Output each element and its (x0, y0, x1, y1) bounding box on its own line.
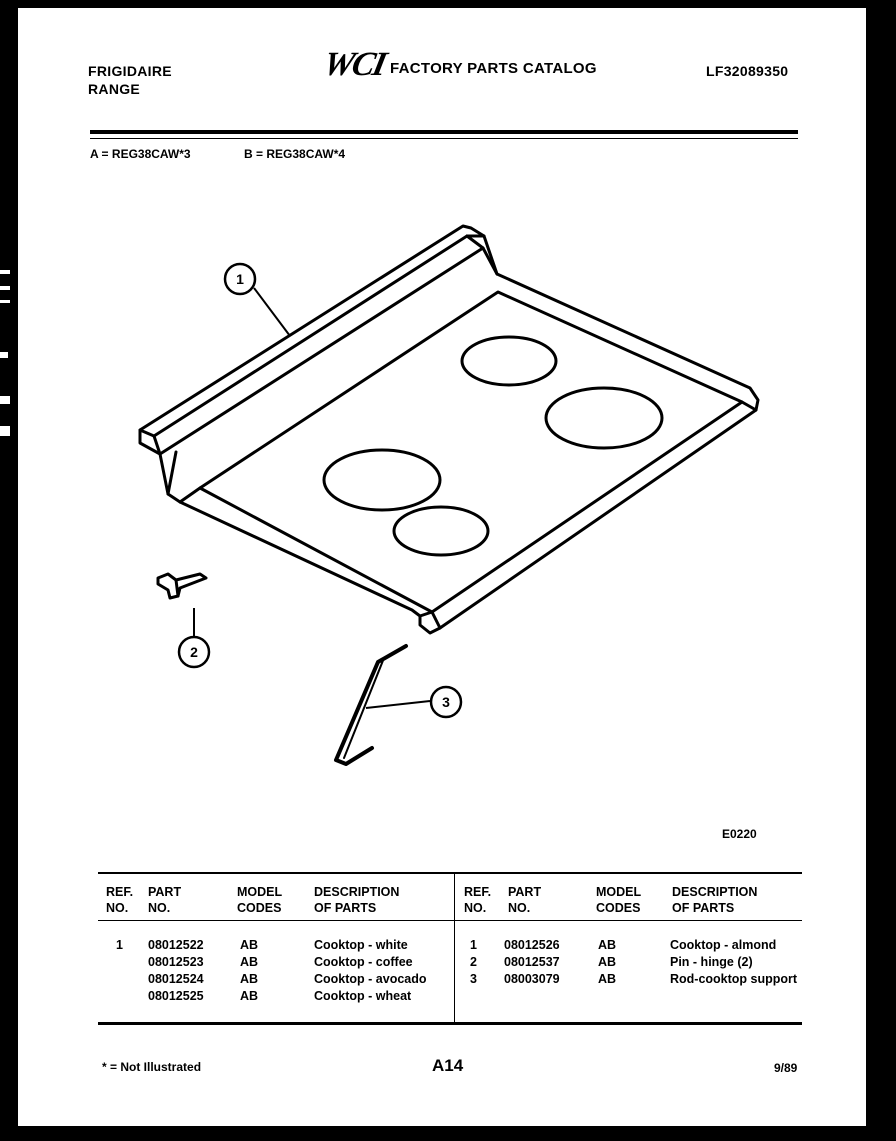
right-description-column (670, 937, 797, 988)
header-codes-right: CODES (596, 901, 641, 915)
left-part-no: 08012525 (148, 989, 204, 1003)
hinge-pin-part (158, 574, 206, 598)
scan-mark (0, 352, 8, 358)
burner-opening-left-front (394, 507, 488, 555)
revision-date: 9/89 (774, 1061, 798, 1075)
right-ref: 2 (470, 955, 477, 969)
burner-opening-left-rear (324, 450, 440, 510)
left-ref-column (116, 937, 123, 954)
scan-mark (0, 286, 10, 290)
left-model-code: AB (240, 972, 259, 986)
left-description: Cooktop - white (314, 938, 408, 952)
brand-name: FRIGIDAIRE (88, 63, 172, 79)
table-column-divider (454, 874, 455, 1022)
right-description: Cooktop - almond (670, 938, 777, 952)
left-part-no: 08012523 (148, 955, 204, 969)
table-top-rule (98, 872, 802, 874)
table-header-rule (98, 920, 802, 921)
right-ref: 3 (470, 972, 477, 986)
left-model-code: AB (240, 938, 259, 952)
header-ref-right: REF. (464, 885, 492, 899)
wci-logo: WCI (320, 46, 389, 83)
burner-opening-right-rear (462, 337, 556, 385)
catalog-code: LF32089350 (706, 63, 789, 79)
right-ref-column (470, 937, 477, 988)
right-description: Rod-cooktop support (670, 972, 798, 986)
figure-code: E0220 (722, 827, 757, 841)
scan-mark (0, 396, 10, 404)
left-model-code: AB (240, 989, 259, 1003)
table-bottom-rule (98, 1022, 802, 1025)
burner-opening-right-front (546, 388, 662, 448)
left-description: Cooktop - wheat (314, 989, 412, 1003)
header-model: MODEL (237, 885, 283, 899)
left-codes-column (240, 937, 258, 1005)
right-model-code: AB (598, 972, 617, 986)
header-ref-no-right: NO. (464, 901, 487, 915)
model-a: A = REG38CAW*3 (90, 147, 191, 161)
model-b: B = REG38CAW*4 (244, 147, 346, 161)
left-part-no: 08012524 (148, 972, 204, 986)
right-part-column (504, 937, 560, 988)
left-ref: 1 (116, 938, 123, 952)
left-description-column (314, 937, 427, 1005)
header-of-parts: OF PARTS (314, 901, 377, 915)
product-type: RANGE (88, 81, 141, 97)
not-illustrated-note: * = Not Illustrated (102, 1060, 202, 1074)
left-description: Cooktop - coffee (314, 955, 413, 969)
right-model-code: AB (598, 955, 617, 969)
header-part-no: NO. (148, 901, 171, 915)
scan-mark (0, 300, 10, 303)
right-part-no: 08012526 (504, 938, 560, 952)
right-description: Pin - hinge (2) (670, 955, 753, 969)
callout-3: 3 (442, 694, 450, 710)
right-part-no: 08012537 (504, 955, 560, 969)
callout-1: 1 (236, 271, 244, 287)
left-part-no: 08012522 (148, 938, 204, 952)
left-model-code: AB (240, 955, 259, 969)
header-model-right: MODEL (596, 885, 642, 899)
left-part-column (148, 937, 204, 1005)
callout-2: 2 (190, 644, 198, 660)
header-description: DESCRIPTION (314, 885, 400, 899)
scan-mark (0, 270, 10, 274)
catalog-title: FACTORY PARTS CATALOG (390, 60, 597, 77)
header-ref-no: NO. (106, 901, 129, 915)
header-codes: CODES (237, 901, 282, 915)
page-number: A14 (432, 1056, 464, 1075)
right-part-no: 08003079 (504, 972, 560, 986)
right-ref: 1 (470, 938, 477, 952)
backsplash-face (160, 248, 497, 454)
header-part-right: PART (508, 885, 542, 899)
left-description: Cooktop - avocado (314, 972, 427, 986)
right-codes-column (598, 937, 616, 988)
catalog-page (18, 8, 866, 1126)
header-part-no-right: NO. (508, 901, 531, 915)
header-description-right: DESCRIPTION (672, 885, 758, 899)
right-model-code: AB (598, 938, 617, 952)
scan-mark (0, 426, 10, 436)
header-of-parts-right: OF PARTS (672, 901, 735, 915)
header-part: PART (148, 885, 182, 899)
header-ref: REF. (106, 885, 134, 899)
